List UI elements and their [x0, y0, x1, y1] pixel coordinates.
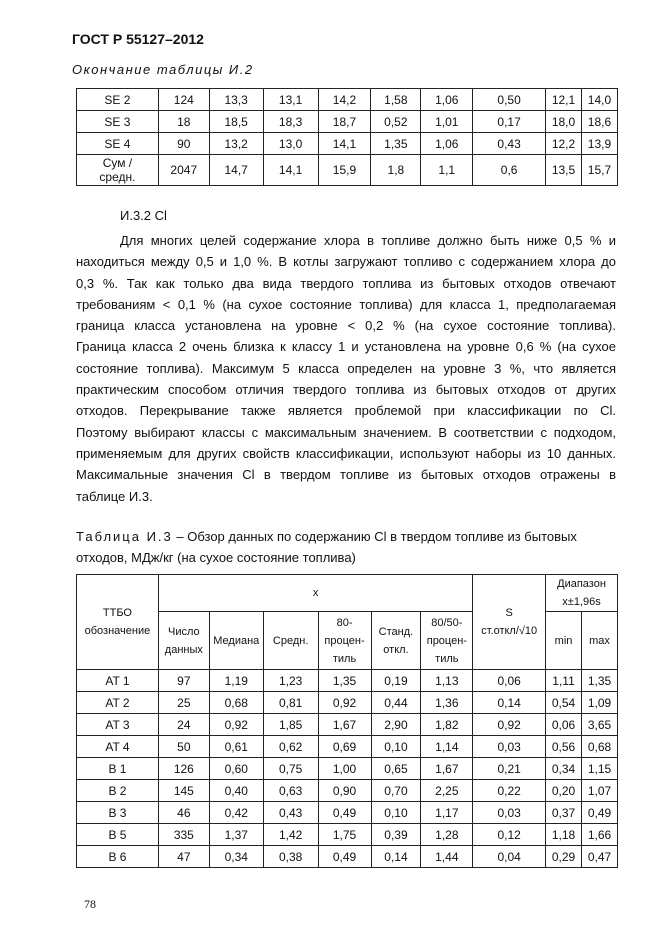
table-cell: 0,17	[473, 111, 546, 133]
table-cell: 126	[158, 758, 209, 780]
table-cell: 0,52	[371, 111, 421, 133]
row-label: B 1	[77, 758, 159, 780]
table-cell: 1,37	[209, 824, 263, 846]
table-row	[77, 758, 618, 780]
paragraph-line: требованиям < 0,1 % (на сухое состояние топлива) для класса 1, предполагаемая	[76, 296, 616, 312]
table-cell: 0,61	[209, 736, 263, 758]
table-cell: 0,75	[263, 758, 318, 780]
paragraph-line: находиться между 0,5 и 1,0 %. В котлы загружают топливо с содержанием хлора до	[76, 254, 616, 270]
table-cell: 0,22	[473, 780, 546, 802]
table-cell: 25	[158, 692, 209, 714]
paragraph-line: Максимальные значения Cl в твердом топливе из бытовых отходов отражены в	[76, 467, 616, 483]
column-header-count	[158, 612, 209, 670]
table-cell: 1,06	[421, 133, 473, 155]
table-cell: 0,12	[473, 824, 546, 846]
table-cell: 0,39	[371, 824, 421, 846]
table-cell: 13,0	[263, 133, 318, 155]
table-cell: 0,69	[318, 736, 371, 758]
table-cell: 1,14	[421, 736, 473, 758]
header-line: Диапазон	[557, 578, 606, 591]
table-continuation-caption: Окончание таблицы И.2	[72, 62, 254, 77]
table-cell: 0,37	[546, 802, 582, 824]
table-cell: 1,85	[263, 714, 318, 736]
table-cell: 15,7	[581, 155, 617, 186]
header-line: x±1,96s	[562, 596, 601, 609]
table-cell: 0,65	[371, 758, 421, 780]
table-cell: 0,38	[263, 846, 318, 868]
table-cell: 90	[158, 133, 209, 155]
table-cell: 0,49	[581, 802, 617, 824]
column-header-s	[473, 575, 546, 670]
header-line: Число	[168, 625, 200, 638]
table-cell: 0,60	[209, 758, 263, 780]
table-cell: 24	[158, 714, 209, 736]
table-cell: 14,2	[318, 89, 371, 111]
column-header-min: min	[546, 612, 582, 670]
section-heading: И.3.2 Cl	[120, 208, 167, 223]
row-label: B 5	[77, 824, 159, 846]
table-cell: 0,14	[371, 846, 421, 868]
table-cell: 1,75	[318, 824, 371, 846]
table-cell: 1,00	[318, 758, 371, 780]
table-cell: 1,18	[546, 824, 582, 846]
document-header: ГОСТ Р 55127–2012	[72, 31, 204, 47]
table-cell: 0,43	[473, 133, 546, 155]
table-cell: 3,65	[581, 714, 617, 736]
paragraph-line: практическим способом отличия твердого топлива из бытовых отходов от других	[76, 382, 616, 398]
table-cell: 1,11	[546, 670, 582, 692]
table-cell: 1,23	[263, 670, 318, 692]
table-cell: 13,3	[209, 89, 263, 111]
table-cell: 0,49	[318, 802, 371, 824]
paragraph-line: 0,3 %. Так как только два вида твердого топлива из бытовых отходов отвечают	[76, 275, 616, 291]
table-cell: 0,10	[371, 736, 421, 758]
table-cell: 0,34	[546, 758, 582, 780]
table-cell: 0,62	[263, 736, 318, 758]
column-header-ttbo	[77, 575, 159, 670]
table-cell: 14,0	[581, 89, 617, 111]
table-row	[77, 780, 618, 802]
table-cell: 18,7	[318, 111, 371, 133]
table-cell: 1,09	[581, 692, 617, 714]
table-caption-label: Таблица И.3	[76, 529, 173, 544]
header-line: ТТБО	[102, 607, 132, 619]
row-label: AT 4	[77, 736, 159, 758]
table-cell: 1,35	[318, 670, 371, 692]
table-cell: 0,6	[473, 155, 546, 186]
header-line: 80-	[336, 616, 353, 629]
table-cell: 1,58	[371, 89, 421, 111]
table-cell: 46	[158, 802, 209, 824]
table-cell: 12,1	[546, 89, 582, 111]
row-label: AT 1	[77, 670, 159, 692]
header-line: данных	[164, 643, 203, 656]
row-label: B 6	[77, 846, 159, 868]
table-cell: 0,10	[371, 802, 421, 824]
table-cell: 0,90	[318, 780, 371, 802]
table-cell: 1,28	[421, 824, 473, 846]
table-cell: 0,03	[473, 802, 546, 824]
table-cell: 0,50	[473, 89, 546, 111]
table-cell: 335	[158, 824, 209, 846]
paragraph-line: состояние топлива). Максимум 5 класса определен на уровне 3 %, что является	[76, 360, 616, 376]
table-cell: 1,66	[581, 824, 617, 846]
table-row	[77, 846, 618, 868]
table-cell: 14,1	[263, 155, 318, 186]
table-cell: 13,2	[209, 133, 263, 155]
table-cell: 2047	[158, 155, 209, 186]
table-cell: 1,82	[421, 714, 473, 736]
paragraph-line: таблице И.3.	[76, 488, 153, 504]
table-cell: 13,5	[546, 155, 582, 186]
table-cell: 0,63	[263, 780, 318, 802]
table-cell: 0,68	[581, 736, 617, 758]
table-cell: 13,1	[263, 89, 318, 111]
table-cell: 1,15	[581, 758, 617, 780]
table-cell: 1,13	[421, 670, 473, 692]
header-line: процен-	[324, 634, 365, 647]
column-header-max: max	[581, 612, 617, 670]
table-row	[77, 133, 618, 155]
table-caption-line: отходов, МДж/кг (на сухое состояние топлива)	[76, 550, 356, 566]
header-line: Станд.	[378, 625, 414, 638]
table-cell: 15,9	[318, 155, 371, 186]
table-cell: 124	[158, 89, 209, 111]
table-row	[77, 736, 618, 758]
table-cell: 0,81	[263, 692, 318, 714]
table-cell: 0,40	[209, 780, 263, 802]
table-row	[77, 670, 618, 692]
table-cell: 1,44	[421, 846, 473, 868]
row-label: B 2	[77, 780, 159, 802]
table-cell: 0,20	[546, 780, 582, 802]
paragraph-line: граница класса установлена на уровне < 0,2 % (на сухое состояние топлива).	[76, 318, 616, 334]
table-cell: 1,17	[421, 802, 473, 824]
table-cell: 2,90	[371, 714, 421, 736]
table-cell: 0,56	[546, 736, 582, 758]
header-line: откл.	[383, 643, 409, 656]
column-header-p80	[318, 612, 371, 670]
column-header-range	[546, 575, 618, 612]
table-cell: 1,1	[421, 155, 473, 186]
table-cell: 0,92	[473, 714, 546, 736]
row-label: AT 2	[77, 692, 159, 714]
row-label: SE 3	[77, 111, 159, 133]
table-cell: 1,8	[371, 155, 421, 186]
table-cell: 18	[158, 111, 209, 133]
table-cell: 1,07	[581, 780, 617, 802]
table-cell: 2,25	[421, 780, 473, 802]
table-cell: 97	[158, 670, 209, 692]
column-header-x: x	[158, 575, 472, 612]
table-caption-text: – Обзор данных по содержанию Cl в твердом топливе из бытовых	[172, 529, 577, 544]
table-cell: 1,01	[421, 111, 473, 133]
table-cell: 18,5	[209, 111, 263, 133]
table-cell: 0,34	[209, 846, 263, 868]
table-header-row	[77, 575, 618, 612]
table-cell: 50	[158, 736, 209, 758]
column-header-p8050	[421, 612, 473, 670]
column-header-median: Медиана	[209, 612, 263, 670]
table-row-total	[77, 155, 618, 186]
paragraph-line: отходов. Перекрывание также является проблемой при классификации по Cl.	[76, 403, 616, 419]
table-cell: 14,7	[209, 155, 263, 186]
row-label: AT 3	[77, 714, 159, 736]
header-line: 80/50-	[431, 616, 463, 629]
paragraph-line: применяемым для других свойств классификации, используют наборы из 10 данных.	[76, 445, 616, 461]
row-label-line: Сум /	[102, 156, 133, 170]
table-cell: 13,9	[581, 133, 617, 155]
table-i2-end	[76, 88, 618, 186]
section-paragraph	[76, 230, 616, 507]
table-cell: 0,44	[371, 692, 421, 714]
table-cell: 0,92	[318, 692, 371, 714]
table-row	[77, 111, 618, 133]
table-row	[77, 89, 618, 111]
table-cell: 0,19	[371, 670, 421, 692]
paragraph-line: Для многих целей содержание хлора в топливе должно быть ниже 0,5 % и	[120, 233, 616, 248]
table-cell: 0,06	[546, 714, 582, 736]
table-cell: 1,36	[421, 692, 473, 714]
table-cell: 0,43	[263, 802, 318, 824]
table-cell: 0,49	[318, 846, 371, 868]
row-label-line: средн.	[99, 170, 136, 184]
table-i3	[76, 574, 618, 868]
table-cell: 1,35	[371, 133, 421, 155]
row-label: B 3	[77, 802, 159, 824]
table-cell: 0,92	[209, 714, 263, 736]
table-cell: 0,06	[473, 670, 546, 692]
table-cell: 0,70	[371, 780, 421, 802]
header-line: процен-	[426, 634, 467, 647]
table-cell: 145	[158, 780, 209, 802]
table-cell: 0,29	[546, 846, 582, 868]
table-caption	[76, 526, 616, 569]
table-cell: 0,68	[209, 692, 263, 714]
table-cell: 1,67	[318, 714, 371, 736]
table-cell: 1,35	[581, 670, 617, 692]
header-line: обозначение	[84, 625, 151, 637]
column-header-mean: Средн.	[263, 612, 318, 670]
table-cell: 0,03	[473, 736, 546, 758]
table-cell: 1,42	[263, 824, 318, 846]
table-cell: 1,19	[209, 670, 263, 692]
table-row	[77, 824, 618, 846]
header-line: тиль	[332, 652, 357, 665]
table-cell: 12,2	[546, 133, 582, 155]
table-caption-line	[76, 526, 616, 547]
header-line: ст.откл/√10	[481, 625, 538, 637]
table-cell: 18,3	[263, 111, 318, 133]
table-cell: 0,47	[581, 846, 617, 868]
table-cell: 47	[158, 846, 209, 868]
table-row	[77, 692, 618, 714]
table-cell: 18,0	[546, 111, 582, 133]
table-row	[77, 802, 618, 824]
page-number: 78	[84, 897, 96, 911]
table-cell: 0,04	[473, 846, 546, 868]
header-line: S	[505, 607, 513, 619]
row-label: SE 4	[77, 133, 159, 155]
table-cell: 0,21	[473, 758, 546, 780]
table-cell: 0,14	[473, 692, 546, 714]
paragraph-line: Поэтому выбирают классы с максимальным значением. В соответствии с подходом,	[76, 424, 616, 440]
table-cell: 14,1	[318, 133, 371, 155]
header-line: тиль	[435, 652, 459, 665]
row-label: SE 2	[77, 89, 159, 111]
paragraph-line: Граница класса 2 очень близка к классу 1 и установлена на уровне 0,6 % (на сухое	[76, 339, 616, 355]
row-label	[77, 155, 159, 186]
table-cell: 0,54	[546, 692, 582, 714]
table-cell: 18,6	[581, 111, 617, 133]
table-row	[77, 714, 618, 736]
table-cell: 1,06	[421, 89, 473, 111]
table-cell: 0,42	[209, 802, 263, 824]
column-header-std	[371, 612, 421, 670]
table-cell: 1,67	[421, 758, 473, 780]
